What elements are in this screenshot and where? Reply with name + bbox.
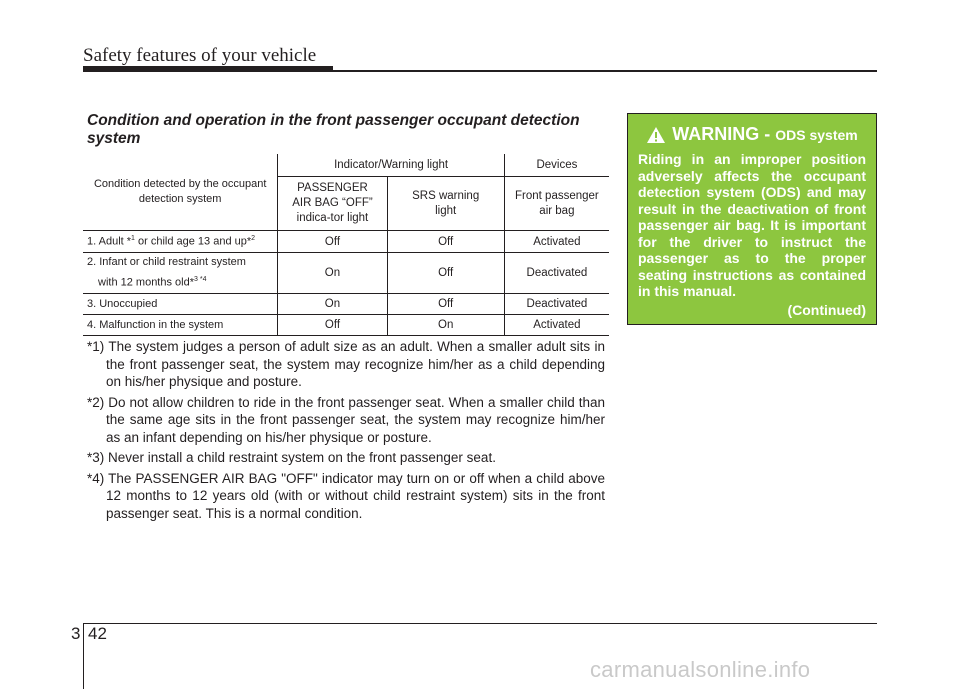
warning-topic: ODS system [775, 126, 858, 143]
header-passenger-airbag-text: PASSENGER AIR BAG “OFF” indica-tor light [292, 182, 373, 225]
header-passenger-airbag [278, 177, 387, 231]
row-airbag-off: On [278, 253, 387, 294]
row-label: 3. Unoccupied [83, 294, 278, 315]
footnote-3: *3) Never install a child restraint system on the front passenger seat. [87, 450, 496, 465]
warning-continued: (Continued) [787, 301, 866, 318]
row-srs: Off [387, 231, 504, 253]
row-label [83, 231, 278, 253]
chapter-number: 3 [71, 624, 81, 643]
row-srs: Off [387, 253, 504, 294]
row-label: 4. Malfunction in the system [83, 315, 278, 336]
table-row [83, 315, 609, 336]
header-front-airbag [504, 177, 609, 231]
warning-label: WARNING - [672, 124, 771, 144]
header-front-airbag-text: Front passenger air bag [515, 189, 599, 217]
table-row [83, 231, 609, 253]
header-rule-thin [333, 70, 877, 72]
header-title: Safety features of your vehicle [83, 45, 317, 66]
row-label-text: with 12 months old* [98, 276, 194, 289]
warning-header [638, 124, 866, 145]
footnote-ref: 3 [194, 276, 198, 284]
warning-triangle-icon [646, 126, 666, 144]
ods-table [83, 154, 609, 336]
header-devices-text: Devices [536, 159, 578, 172]
row-label-text: 2. Infant or child restraint system [87, 256, 246, 269]
header-rule-thick [83, 66, 333, 72]
row-airbag-off: Off [278, 315, 387, 336]
section-title: Condition and operation in the front passenger occupant detection system [87, 112, 580, 147]
row-device: Deactivated [504, 294, 609, 315]
watermark: carmanualsonline.info [590, 657, 811, 682]
warning-body: Riding in an improper position adversely affects the occupant detection system (ODS) and may result in the deactivation of front passenger air bag. It is important for the driver to instruct the passenger as to the proper seating instructions as contained in this manual. [638, 151, 866, 299]
footnotes [87, 338, 605, 525]
header-indicator [278, 154, 504, 177]
row-device: Activated [504, 315, 609, 336]
header-indicator-text: Indicator/Warning light [334, 159, 449, 172]
row-airbag-off: Off [278, 231, 387, 253]
page-number: 42 [88, 624, 107, 643]
footnote-ref: 1 [131, 235, 135, 243]
footnote-1: *1) The system judges a person of adult size as an adult. When a smaller adult sits in the front passenger seat, the system may recognize him/her as a child depending on his/her physique and posture. [87, 339, 605, 389]
warning-box [627, 113, 877, 325]
footnote-2: *2) Do not allow children to ride in the front passenger seat. When a smaller child than the same age sits in the front passenger seat, the system may recognize him/her as an infant depending on his/her physique or posture. [87, 394, 605, 445]
footer-divider [83, 623, 84, 689]
row-srs: On [387, 315, 504, 336]
header-devices [504, 154, 609, 177]
header-srs [387, 177, 504, 231]
table-row [83, 253, 609, 294]
table-row [83, 294, 609, 315]
row-label [83, 253, 278, 294]
header-condition-text: Condition detected by the occupant detection system [93, 178, 267, 205]
footnote-ref: 4 [202, 276, 207, 284]
footnote-ref: * [197, 276, 203, 284]
footnote-4: *4) The PASSENGER AIR BAG "OFF" indicator may turn on or off when a child above 12 months to 12 years old (with or without child restraint system) sits in the front passenger seat. This is a normal condition. [87, 470, 605, 521]
footnote-ref: 2 [251, 235, 256, 243]
row-srs: Off [387, 294, 504, 315]
row-label-line2 [87, 271, 273, 292]
row-label-text: 1. Adult * [87, 235, 132, 248]
row-device: Deactivated [504, 253, 609, 294]
header-srs-text: SRS warning light [412, 189, 480, 217]
row-device: Activated [504, 231, 609, 253]
row-label-text: or child age 13 and up* [134, 235, 252, 248]
footer-rule [83, 623, 877, 624]
header-condition [83, 154, 278, 231]
row-airbag-off: On [278, 294, 387, 315]
